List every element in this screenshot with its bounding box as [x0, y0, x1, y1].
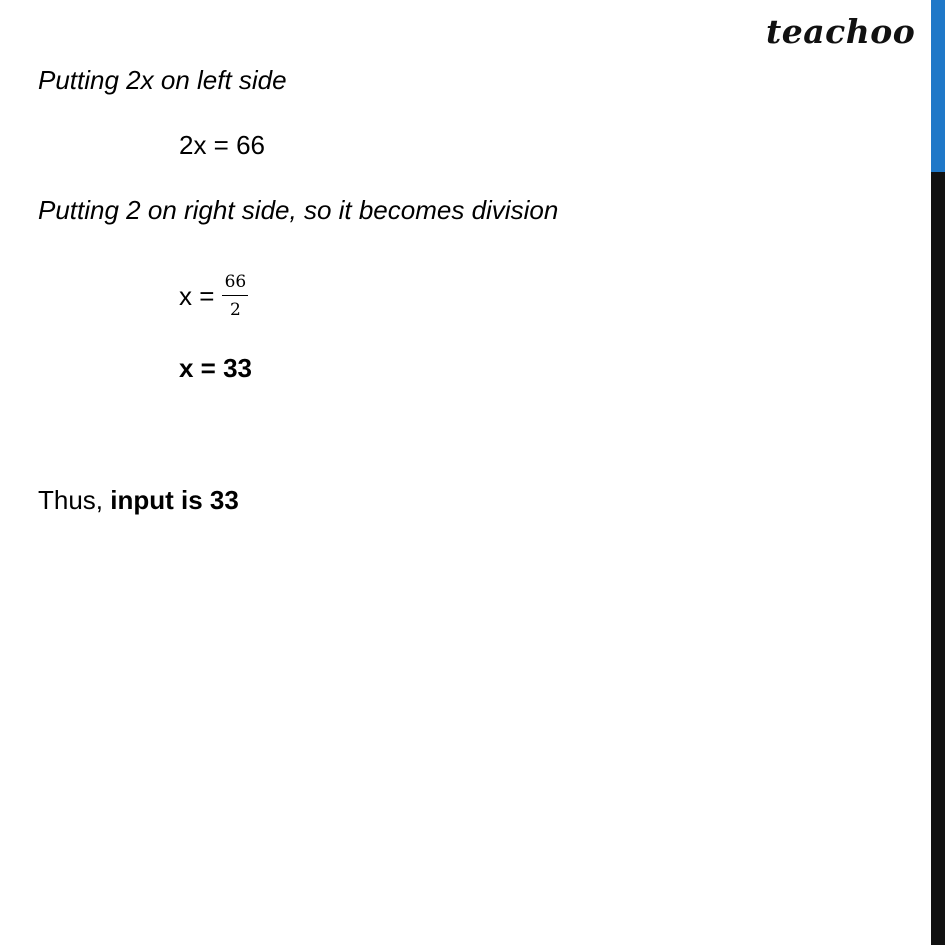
fraction-numerator: 66	[224, 271, 247, 292]
step1-note: Putting 2x on left side	[38, 65, 287, 95]
fraction-denominator: 2	[230, 300, 241, 321]
right-sidebar	[931, 0, 945, 945]
conclusion-prefix: Thus,	[38, 485, 104, 515]
teachoo-logo: teachoo	[766, 12, 916, 51]
sidebar-accent	[931, 0, 945, 172]
step2-note: Putting 2 on right side, so it becomes division	[38, 195, 559, 225]
equation-lhs: x =	[179, 280, 215, 311]
fraction	[222, 272, 248, 321]
conclusion	[38, 484, 239, 516]
conclusion-answer: input is 33	[110, 485, 239, 515]
division-equation	[179, 266, 248, 326]
result-equation: x = 33	[179, 353, 253, 383]
step1-equation: 2x = 66	[179, 130, 266, 160]
fraction-bar	[222, 295, 248, 297]
